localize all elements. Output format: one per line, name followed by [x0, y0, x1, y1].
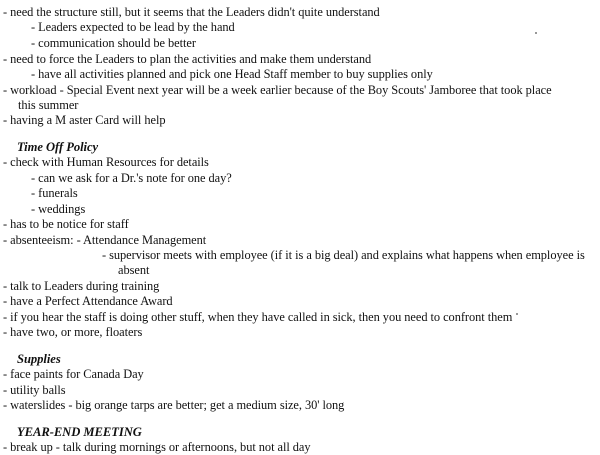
note-line: - need to force the Leaders to plan the activities and make them understand [3, 52, 372, 66]
note-continuation: this summer [18, 98, 79, 112]
note-line: - talk to Leaders during training [3, 279, 160, 293]
note-sub-line: - Leaders expected to be lead by the hand [31, 20, 235, 34]
note-line: - have a Perfect Attendance Award [3, 294, 173, 308]
note-line: - absenteeism: - Attendance Management [3, 233, 207, 247]
note-sub-line: - funerals [31, 186, 78, 200]
note-line: - break up - talk during mornings or afternoons, but not all day [3, 440, 311, 454]
note-sub-line: - communication should be better [31, 36, 196, 50]
section-heading-year-end-meeting: YEAR-END MEETING [17, 425, 142, 439]
note-line: - waterslides - big orange tarps are better; get a medium size, 30' long [3, 398, 345, 412]
scan-speck [516, 313, 518, 315]
note-line: - has to be notice for staff [3, 217, 129, 231]
note-line: - have two, or more, floaters [3, 325, 143, 339]
note-sub-line: - supervisor meets with employee (if it is a big deal) and explains what happens when employee is [102, 248, 585, 262]
note-sub-line: - weddings [31, 202, 86, 216]
note-line: - workload - Special Event next year will be a week earlier because of the Boy Scouts' Jamboree that took place [3, 83, 552, 97]
section-heading-time-off: Time Off Policy [17, 140, 99, 154]
note-line: - face paints for Canada Day [3, 367, 144, 381]
note-line: - check with Human Resources for details [3, 155, 209, 169]
note-line: - need the structure still, but it seems that the Leaders didn't quite understand [3, 5, 380, 19]
note-line: - having a M aster Card will help [3, 113, 166, 127]
note-line: - if you hear the staff is doing other stuff, when they have called in sick, then you need to confront them [3, 310, 513, 324]
note-continuation: absent [118, 263, 150, 277]
note-sub-line: - can we ask for a Dr.'s note for one day? [31, 171, 232, 185]
note-line: - utility balls [3, 383, 66, 397]
scan-speck [535, 32, 537, 34]
note-sub-line: - have all activities planned and pick one Head Staff member to buy supplies only [31, 67, 433, 81]
section-heading-supplies: Supplies [17, 352, 61, 366]
